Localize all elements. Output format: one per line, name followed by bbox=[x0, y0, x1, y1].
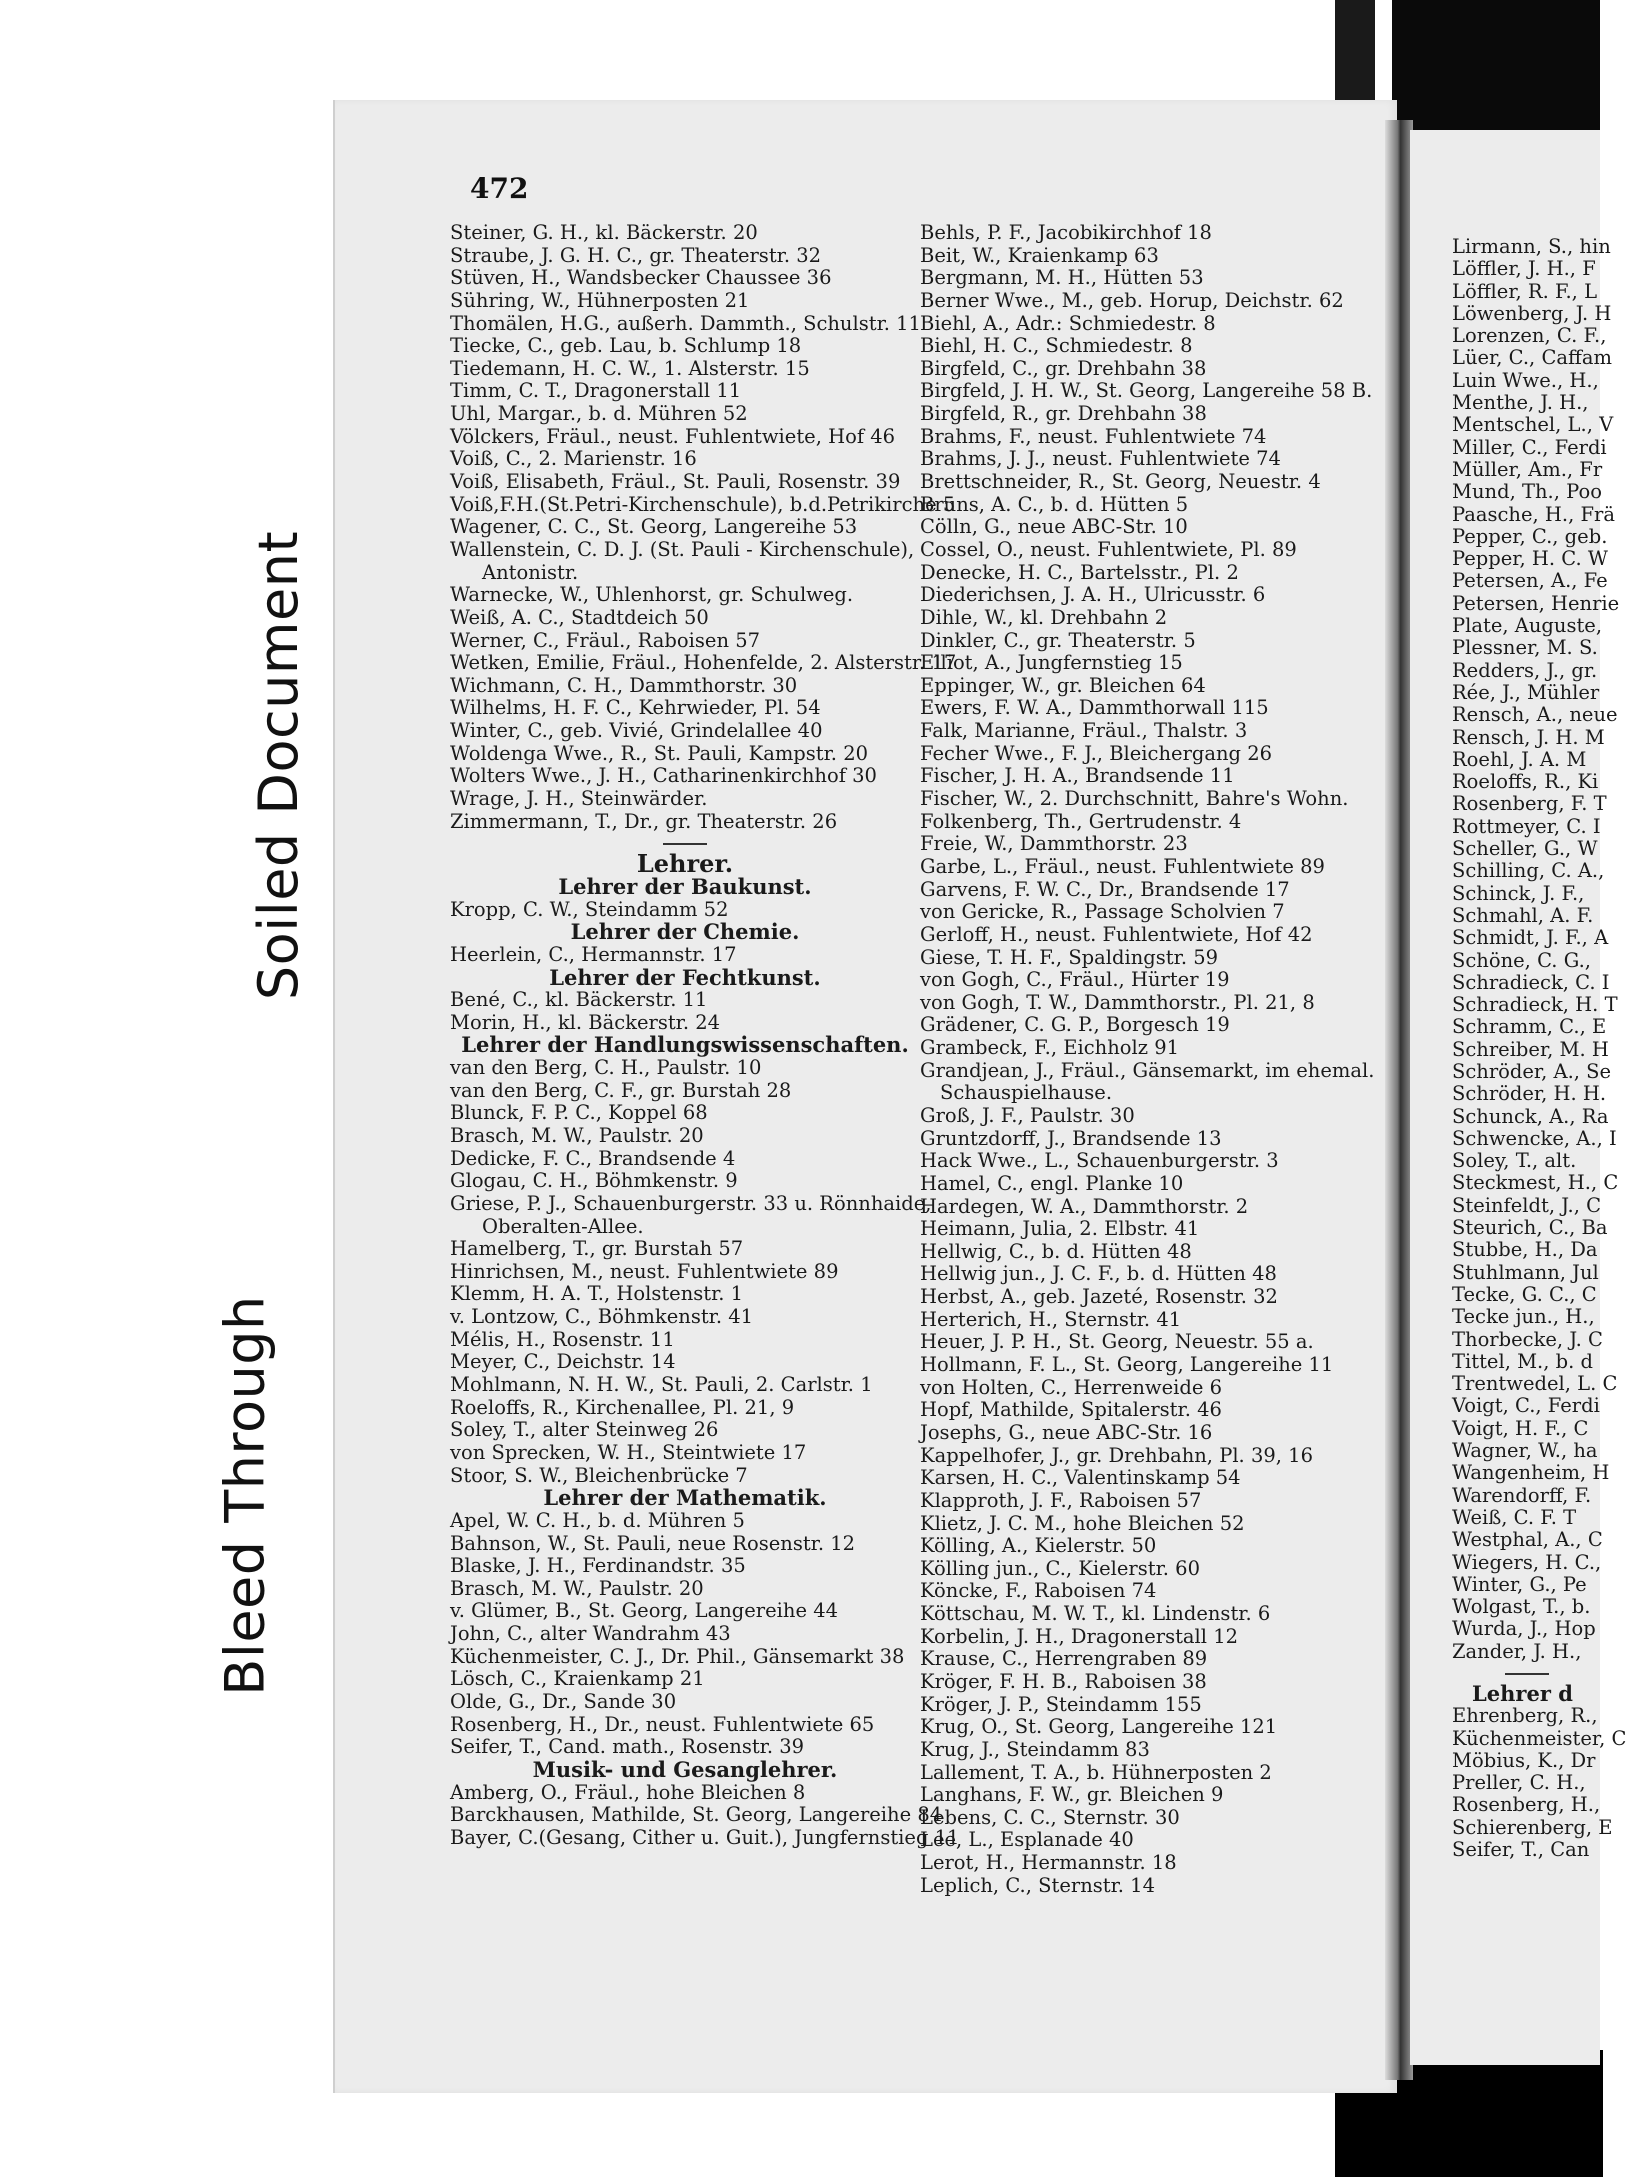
directory-entry: Grandjean, J., Fräul., Gänsemarkt, im ehemal. bbox=[920, 1058, 1375, 1082]
directory-entry: Schramm, C., E bbox=[1452, 1015, 1607, 1039]
directory-entry: Thorbecke, J. C bbox=[1452, 1327, 1603, 1351]
directory-entry: Giese, T. H. F., Spaldingstr. 59 bbox=[920, 945, 1219, 969]
directory-entry: Mund, Th., Poo bbox=[1452, 480, 1602, 504]
directory-entry: von Sprecken, W. H., Steintwiete 17 bbox=[450, 1440, 807, 1464]
directory-entry: Barckhausen, Mathilde, St. Georg, Langereihe 84 bbox=[450, 1803, 943, 1827]
directory-entry: Karsen, H. C., Valentinskamp 54 bbox=[920, 1466, 1241, 1490]
directory-entry: Schmidt, J. F., A bbox=[1452, 926, 1609, 950]
directory-entry: Petersen, Henrie bbox=[1452, 591, 1620, 615]
directory-entry: Heimann, Julia, 2. Elbstr. 41 bbox=[920, 1217, 1200, 1241]
directory-entry: Lirmann, S., hin bbox=[1452, 235, 1611, 258]
directory-entry: Schierenberg, E bbox=[1452, 1815, 1613, 1839]
directory-entry: Lorenzen, C. F., bbox=[1452, 324, 1607, 348]
directory-entry: Voigt, C., Ferdi bbox=[1452, 1394, 1600, 1418]
directory-entry: Griese, P. J., Schauenburgerstr. 33 u. Rönnhaide, bbox=[450, 1191, 932, 1215]
directory-entry: Glogau, C. H., Böhmkenstr. 9 bbox=[450, 1169, 738, 1193]
directory-entry: Plessner, M. S. bbox=[1452, 636, 1598, 660]
directory-entry: Bruns, A. C., b. d. Hütten 5 bbox=[920, 492, 1189, 516]
directory-entry-continuation: Oberalten-Allee. bbox=[482, 1214, 644, 1238]
directory-entry: Soley, T., alter Steinweg 26 bbox=[450, 1418, 719, 1442]
directory-entry: Zander, J. H., bbox=[1452, 1639, 1582, 1663]
directory-entry: John, C., alter Wandrahm 43 bbox=[450, 1622, 731, 1646]
directory-entry: Heuer, J. P. H., St. Georg, Neuestr. 55 a. bbox=[920, 1330, 1314, 1354]
directory-entry: Ehrenberg, R., bbox=[1452, 1704, 1598, 1728]
directory-entry: Schröder, H. H. bbox=[1452, 1082, 1607, 1106]
bleed-through-label bbox=[200, 1195, 290, 1795]
directory-entry: Hamel, C., engl. Planke 10 bbox=[920, 1171, 1184, 1195]
directory-entry: Völckers, Fräul., neust. Fuhlentwiete, Hof 46 bbox=[450, 424, 896, 448]
directory-entry: Wiegers, H. C., bbox=[1452, 1550, 1602, 1574]
directory-entry: Cossel, O., neust. Fuhlentwiete, Pl. 89 bbox=[920, 537, 1297, 561]
directory-column-right bbox=[1452, 235, 1626, 1862]
directory-entry: Brahms, F., neust. Fuhlentwiete 74 bbox=[920, 424, 1267, 448]
directory-entry: Denecke, H. C., Bartelsstr., Pl. 2 bbox=[920, 560, 1239, 584]
directory-entry: Wetken, Emilie, Fräul., Hohenfelde, 2. Alsterstr. 17 bbox=[450, 651, 957, 675]
directory-entry: Plate, Auguste, bbox=[1452, 614, 1603, 638]
directory-entry: Lerot, H., Hermannstr. 18 bbox=[920, 1851, 1177, 1875]
directory-entry: Thomälen, H.G., außerh. Dammth., Schulstr. 11 bbox=[450, 311, 921, 335]
directory-entry: van den Berg, C. F., gr. Burstah 28 bbox=[450, 1078, 792, 1102]
directory-entry: Groß, J. F., Paulstr. 30 bbox=[920, 1103, 1135, 1127]
directory-entry: Lüer, C., Caffam bbox=[1452, 346, 1612, 370]
directory-entry: Pepper, H. C. W bbox=[1452, 547, 1608, 571]
directory-entry: Möbius, K., Dr bbox=[1452, 1748, 1596, 1772]
directory-entry: Pepper, C., geb. bbox=[1452, 524, 1608, 548]
directory-entry: Sühring, W., Hühnerposten 21 bbox=[450, 288, 750, 312]
directory-entry: Bayer, C.(Gesang, Cither u. Guit.), Jungfernstieg 11 bbox=[450, 1825, 960, 1849]
directory-entry: Eppinger, W., gr. Bleichen 64 bbox=[920, 673, 1206, 697]
page-number: 472 bbox=[470, 172, 529, 205]
directory-entry: Roeloffs, R., Kirchenallee, Pl. 21, 9 bbox=[450, 1395, 795, 1419]
directory-entry: Dedicke, F. C., Brandsende 4 bbox=[450, 1146, 736, 1170]
section-heading: Lehrer der Fechtkunst. bbox=[549, 964, 821, 990]
directory-entry: Birgfeld, J. H. W., St. Georg, Langereihe 58 B. bbox=[920, 379, 1373, 403]
directory-entry: Bené, C., kl. Bäckerstr. 11 bbox=[450, 988, 708, 1012]
directory-entry: Lallement, T. A., b. Hühnerposten 2 bbox=[920, 1760, 1272, 1784]
directory-entry: Rosenberg, F. T bbox=[1452, 792, 1607, 816]
directory-entry: Garvens, F. W. C., Dr., Brandsende 17 bbox=[920, 877, 1290, 901]
directory-entry: Köttschau, M. W. T., kl. Lindenstr. 6 bbox=[920, 1602, 1271, 1626]
directory-entry: Wagener, C. C., St. Georg, Langereihe 53 bbox=[450, 515, 858, 539]
directory-entry: Schilling, C. A., bbox=[1452, 859, 1605, 883]
directory-entry: Ewers, F. W. A., Dammthorwall 115 bbox=[920, 696, 1269, 720]
directory-entry: Steurich, C., Ba bbox=[1452, 1216, 1608, 1240]
directory-entry: Biehl, H. C., Schmiedestr. 8 bbox=[920, 334, 1193, 358]
directory-entry: Garbe, L., Fräul., neust. Fuhlentwiete 89 bbox=[920, 854, 1325, 878]
directory-entry: Klemm, H. A. T., Holstenstr. 1 bbox=[450, 1282, 744, 1306]
directory-entry: Seifer, T., Cand. math., Rosenstr. 39 bbox=[450, 1735, 805, 1759]
directory-entry: Stuhlmann, Jul bbox=[1452, 1260, 1599, 1284]
directory-entry: Fischer, W., 2. Durchschnitt, Bahre's Wohn. bbox=[920, 787, 1349, 811]
directory-entry: Leplich, C., Sternstr. 14 bbox=[920, 1873, 1155, 1897]
directory-entry: Hopf, Mathilde, Spitalerstr. 46 bbox=[920, 1398, 1222, 1422]
directory-entry: Köncke, F., Raboisen 74 bbox=[920, 1579, 1157, 1603]
directory-entry: Warnecke, W., Uhlenhorst, gr. Schulweg. bbox=[450, 583, 854, 607]
directory-entry: Tiecke, C., geb. Lau, b. Schlump 18 bbox=[450, 334, 802, 358]
directory-entry: Werner, C., Fräul., Raboisen 57 bbox=[450, 628, 761, 652]
directory-entry: Dihle, W., kl. Drehbahn 2 bbox=[920, 605, 1168, 629]
directory-entry: Meyer, C., Deichstr. 14 bbox=[450, 1350, 676, 1374]
directory-entry: Grädener, C. G. P., Borgesch 19 bbox=[920, 1013, 1230, 1037]
directory-entry: Morin, H., kl. Bäckerstr. 24 bbox=[450, 1010, 721, 1034]
directory-entry: von Holten, C., Herrenweide 6 bbox=[920, 1375, 1223, 1399]
directory-entry: Küchenmeister, C bbox=[1452, 1726, 1626, 1750]
directory-entry: Preller, C. H., bbox=[1452, 1771, 1586, 1795]
directory-entry: Langhans, F. W., gr. Bleichen 9 bbox=[920, 1783, 1224, 1807]
section-heading: Musik- und Gesanglehrer. bbox=[532, 1756, 838, 1782]
directory-entry: Winter, C., geb. Vivié, Grindelallee 40 bbox=[450, 719, 823, 743]
directory-entry: v. Lontzow, C., Böhmkenstr. 41 bbox=[450, 1305, 754, 1329]
directory-entry: Roehl, J. A. M bbox=[1452, 747, 1587, 771]
directory-entry: Josephs, G., neue ABC-Str. 16 bbox=[920, 1420, 1213, 1444]
directory-entry: Folkenberg, Th., Gertrudenstr. 4 bbox=[920, 809, 1242, 833]
directory-entry: Steiner, G. H., kl. Bäckerstr. 20 bbox=[450, 221, 758, 244]
directory-entry: Rensch, A., neue bbox=[1452, 703, 1618, 727]
directory-entry: Müller, Am., Fr bbox=[1452, 457, 1603, 481]
directory-entry: Luin Wwe., H., bbox=[1452, 368, 1599, 392]
directory-entry: Lebens, C. C., Sternstr. 30 bbox=[920, 1805, 1180, 1829]
directory-entry: Stubbe, H., Da bbox=[1452, 1238, 1598, 1262]
directory-entry: von Gericke, R., Passage Scholvien 7 bbox=[920, 900, 1285, 924]
directory-entry: Scheller, G., W bbox=[1452, 837, 1598, 861]
directory-entry: Beit, W., Kraienkamp 63 bbox=[920, 243, 1159, 267]
directory-entry: Berner Wwe., M., geb. Horup, Deichstr. 62 bbox=[920, 288, 1344, 312]
directory-entry: Hack Wwe., L., Schauenburgerstr. 3 bbox=[920, 1149, 1279, 1173]
directory-entry: Kröger, J. P., Steindamm 155 bbox=[920, 1692, 1202, 1716]
directory-entry: Hollmann, F. L., St. Georg, Langereihe 11 bbox=[920, 1353, 1334, 1377]
directory-entry: Trentwedel, L. C bbox=[1452, 1372, 1618, 1396]
directory-entry: Mentschel, L., V bbox=[1452, 413, 1614, 437]
directory-entry: Voiß,F.H.(St.Petri-Kirchenschule), b.d.Petrikirche 5 bbox=[450, 492, 956, 516]
soiled-document-text: Soiled Document bbox=[247, 530, 311, 1000]
section-heading: Lehrer der Mathematik. bbox=[543, 1485, 827, 1511]
section-heading: Lehrer d bbox=[1472, 1681, 1573, 1706]
directory-entry: Paasche, H., Frä bbox=[1452, 502, 1615, 526]
directory-entry: Heerlein, C., Hermannstr. 17 bbox=[450, 942, 737, 966]
directory-entry: Tiedemann, H. C. W., 1. Alsterstr. 15 bbox=[450, 356, 810, 380]
directory-entry: Löffler, J. H., F bbox=[1452, 257, 1596, 281]
directory-entry: Redders, J., gr. bbox=[1452, 658, 1598, 682]
directory-entry: Kölling jun., C., Kielerstr. 60 bbox=[920, 1556, 1200, 1580]
directory-entry: Mohlmann, N. H. W., St. Pauli, 2. Carlstr. 1 bbox=[450, 1373, 873, 1397]
directory-entry: Fecher Wwe., F. J., Bleichergang 26 bbox=[920, 741, 1273, 765]
directory-entry: Roeloffs, R., Ki bbox=[1452, 770, 1599, 794]
directory-entry: Amberg, O., Fräul., hohe Bleichen 8 bbox=[450, 1780, 806, 1804]
directory-entry: Schradieck, C. I bbox=[1452, 970, 1610, 994]
directory-entry: Hellwig jun., J. C. F., b. d. Hütten 48 bbox=[920, 1262, 1277, 1286]
directory-entry: Weiß, C. F. T bbox=[1452, 1505, 1577, 1529]
section-heading: Lehrer der Baukunst. bbox=[558, 873, 812, 899]
directory-entry: Klapproth, J. F., Raboisen 57 bbox=[920, 1488, 1202, 1512]
directory-entry: Brasch, M. W., Paulstr. 20 bbox=[450, 1576, 704, 1600]
directory-entry: Stüven, H., Wandsbecker Chaussee 36 bbox=[450, 266, 832, 290]
directory-entry: Rosenberg, H., Dr., neust. Fuhlentwiete 65 bbox=[450, 1712, 875, 1736]
directory-entry: Blunck, F. P. C., Koppel 68 bbox=[450, 1101, 708, 1125]
directory-entry: Schradieck, H. T bbox=[1452, 993, 1618, 1017]
directory-entry: Gruntzdorff, J., Brandsende 13 bbox=[920, 1126, 1222, 1150]
directory-entry: Steckmest, H., C bbox=[1452, 1171, 1619, 1195]
directory-entry: Seifer, T., Can bbox=[1452, 1838, 1590, 1862]
directory-entry: Schreiber, M. H bbox=[1452, 1037, 1609, 1061]
directory-entry: Woldenga Wwe., R., St. Pauli, Kampstr. 20 bbox=[450, 741, 869, 765]
directory-entry: Krug, J., Steindamm 83 bbox=[920, 1737, 1150, 1761]
directory-entry: Blaske, J. H., Ferdinandstr. 35 bbox=[450, 1554, 746, 1578]
directory-entry: Brahms, J. J., neust. Fuhlentwiete 74 bbox=[920, 447, 1281, 471]
directory-entry: Klietz, J. C. M., hohe Bleichen 52 bbox=[920, 1511, 1245, 1535]
directory-entry: von Gogh, T. W., Dammthorstr., Pl. 21, 8 bbox=[920, 990, 1315, 1014]
directory-entry: Wrage, J. H., Steinwärder. bbox=[450, 787, 708, 811]
directory-entry: Mélis, H., Rosenstr. 11 bbox=[450, 1327, 675, 1351]
directory-entry: Birgfeld, R., gr. Drehbahn 38 bbox=[920, 402, 1207, 426]
directory-entry: Voiß, Elisabeth, Fräul., St. Pauli, Rosenstr. 39 bbox=[450, 470, 901, 494]
directory-entry: Schmahl, A. F. bbox=[1452, 903, 1594, 927]
directory-entry: Löwenberg, J. H bbox=[1452, 301, 1612, 325]
directory-entry: Wilhelms, H. F. C., Kehrwieder, Pl. 54 bbox=[450, 696, 821, 720]
directory-entry: Kropp, C. W., Steindamm 52 bbox=[450, 897, 729, 921]
directory-entry: Straube, J. G. H. C., gr. Theaterstr. 32 bbox=[450, 243, 822, 267]
directory-entry: Steinfeldt, J., C bbox=[1452, 1193, 1602, 1217]
directory-entry: Bahnson, W., St. Pauli, neue Rosenstr. 12 bbox=[450, 1531, 856, 1555]
directory-entry: Tecke, G. C., C bbox=[1452, 1282, 1597, 1306]
directory-entry: Hamelberg, T., gr. Burstah 57 bbox=[450, 1237, 744, 1261]
directory-entry: Küchenmeister, C. J., Dr. Phil., Gänsemarkt 38 bbox=[450, 1644, 905, 1668]
bleed-through-text: Bleed Through bbox=[213, 1294, 277, 1696]
directory-entry: Krause, C., Herrengraben 89 bbox=[920, 1647, 1208, 1671]
directory-entry: Winter, G., Pe bbox=[1452, 1572, 1587, 1596]
directory-entry: Falk, Marianne, Fräul., Thalstr. 3 bbox=[920, 719, 1248, 743]
directory-entry: v. Glümer, B., St. Georg, Langereihe 44 bbox=[450, 1599, 839, 1623]
directory-entry: Rosenberg, H., bbox=[1452, 1793, 1601, 1817]
directory-entry: Apel, W. C. H., b. d. Mühren 5 bbox=[450, 1508, 745, 1532]
directory-entry-continuation: Antonistr. bbox=[482, 560, 579, 584]
directory-entry: Cölln, G., neue ABC-Str. 10 bbox=[920, 515, 1188, 539]
directory-entry: Weiß, A. C., Stadtdeich 50 bbox=[450, 605, 709, 629]
directory-entry: Wolters Wwe., J. H., Catharinenkirchhof 30 bbox=[450, 764, 877, 788]
directory-entry: Dinkler, C., gr. Theaterstr. 5 bbox=[920, 628, 1196, 652]
directory-entry: Brasch, M. W., Paulstr. 20 bbox=[450, 1123, 704, 1147]
directory-entry: Schröder, A., Se bbox=[1452, 1059, 1612, 1083]
directory-entry: Petersen, A., Fe bbox=[1452, 569, 1608, 593]
directory-entry: Hardegen, W. A., Dammthorstr. 2 bbox=[920, 1194, 1249, 1218]
directory-entry: Schunck, A., Ra bbox=[1452, 1104, 1609, 1128]
directory-entry: Stoor, S. W., Bleichenbrücke 7 bbox=[450, 1463, 748, 1487]
directory-entry: Wallenstein, C. D. J. (St. Pauli - Kirchenschule), bbox=[450, 537, 915, 561]
soiled-document-label bbox=[238, 480, 320, 1050]
directory-entry: Warendorff, F. bbox=[1452, 1483, 1592, 1507]
directory-entry: Diederichsen, J. A. H., Ulricusstr. 6 bbox=[920, 583, 1266, 607]
directory-entry: Olde, G., Dr., Sande 30 bbox=[450, 1690, 677, 1713]
directory-entry: Löffler, R. F., L bbox=[1452, 279, 1598, 303]
directory-entry: Wurda, J., Hop bbox=[1452, 1617, 1596, 1641]
directory-entry: Rée, J., Mühler bbox=[1452, 680, 1600, 704]
directory-entry: von Gogh, C., Fräul., Hürter 19 bbox=[920, 968, 1230, 992]
directory-entry: Wagner, W., ha bbox=[1452, 1439, 1598, 1463]
section-heading: Lehrer der Handlungswissenschaften. bbox=[461, 1032, 909, 1058]
directory-entry: Schinck, J. F., bbox=[1452, 881, 1585, 905]
directory-entry: Wichmann, C. H., Dammthorstr. 30 bbox=[450, 673, 798, 697]
directory-entry: Soley, T., alt. bbox=[1452, 1149, 1577, 1173]
directory-entry: Freie, W., Dammthorstr. 23 bbox=[920, 832, 1188, 856]
directory-entry: Tittel, M., b. d bbox=[1452, 1349, 1594, 1373]
directory-entry: Miller, C., Ferdi bbox=[1452, 435, 1607, 459]
directory-entry: Hellwig, C., b. d. Hütten 48 bbox=[920, 1239, 1192, 1263]
directory-entry: Schöne, C. G., bbox=[1452, 948, 1591, 972]
directory-entry: Lösch, C., Kraienkamp 21 bbox=[450, 1667, 705, 1691]
directory-entry: Bergmann, M. H., Hütten 53 bbox=[920, 266, 1204, 290]
section-rule bbox=[663, 843, 707, 845]
directory-entry: Gerloff, H., neust. Fuhlentwiete, Hof 42 bbox=[920, 922, 1313, 946]
section-rule bbox=[1505, 1673, 1549, 1675]
directory-entry: Grambeck, F., Eichholz 91 bbox=[920, 1036, 1180, 1060]
directory-entry: Kröger, F. H. B., Raboisen 38 bbox=[920, 1670, 1207, 1693]
directory-entry: Wolgast, T., b. bbox=[1452, 1595, 1591, 1619]
directory-entry: Herterich, H., Sternstr. 41 bbox=[920, 1307, 1182, 1331]
directory-entry: Voigt, H. F., C bbox=[1452, 1416, 1589, 1440]
directory-entry: Kappelhofer, J., gr. Drehbahn, Pl. 39, 16 bbox=[920, 1443, 1313, 1467]
directory-entry: Schwencke, A., I bbox=[1452, 1126, 1617, 1150]
directory-entry: Rottmeyer, C. I bbox=[1452, 814, 1601, 838]
directory-entry: van den Berg, C. H., Paulstr. 10 bbox=[450, 1056, 762, 1080]
directory-entry: Elliot, A., Jungfernstieg 15 bbox=[920, 651, 1183, 675]
directory-entry: Brettschneider, R., St. Georg, Neuestr. 4 bbox=[920, 470, 1321, 494]
directory-entry: Biehl, A., Adr.: Schmiedestr. 8 bbox=[920, 311, 1216, 335]
directory-entry: Lee, L., Esplanade 40 bbox=[920, 1828, 1134, 1852]
directory-entry: Timm, C. T., Dragonerstall 11 bbox=[450, 379, 742, 403]
directory-entry: Hinrichsen, M., neust. Fuhlentwiete 89 bbox=[450, 1259, 839, 1283]
directory-entry: Menthe, J. H., bbox=[1452, 391, 1589, 415]
directory-entry: Kölling, A., Kielerstr. 50 bbox=[920, 1534, 1157, 1558]
directory-entry: Wangenheim, H bbox=[1452, 1461, 1610, 1485]
section-heading: Lehrer. bbox=[636, 849, 734, 879]
directory-entry: Fischer, J. H. A., Brandsende 11 bbox=[920, 764, 1235, 788]
directory-column-middle bbox=[920, 222, 1390, 1897]
section-heading: Lehrer der Chemie. bbox=[570, 919, 800, 945]
directory-entry: Birgfeld, C., gr. Drehbahn 38 bbox=[920, 356, 1207, 380]
directory-entry: Uhl, Margar., b. d. Mühren 52 bbox=[450, 402, 748, 426]
directory-column-left bbox=[450, 221, 960, 1849]
directory-entry: Herbst, A., geb. Jazeté, Rosenstr. 32 bbox=[920, 1285, 1278, 1309]
directory-entry: Rensch, J. H. M bbox=[1452, 725, 1605, 749]
directory-entry: Korbelin, J. H., Dragonerstall 12 bbox=[920, 1624, 1239, 1648]
directory-entry: Westphal, A., C bbox=[1452, 1528, 1603, 1552]
directory-entry: Tecke jun., H., bbox=[1452, 1305, 1595, 1329]
directory-entry: Krug, O., St. Georg, Langereihe 121 bbox=[920, 1715, 1278, 1739]
directory-entry: Behls, P. F., Jacobikirchhof 18 bbox=[920, 221, 1212, 244]
directory-entry: Voiß, C., 2. Marienstr. 16 bbox=[450, 447, 697, 471]
directory-entry-continuation: Schauspielhause. bbox=[940, 1081, 1113, 1105]
directory-entry: Zimmermann, T., Dr., gr. Theaterstr. 26 bbox=[450, 809, 838, 833]
